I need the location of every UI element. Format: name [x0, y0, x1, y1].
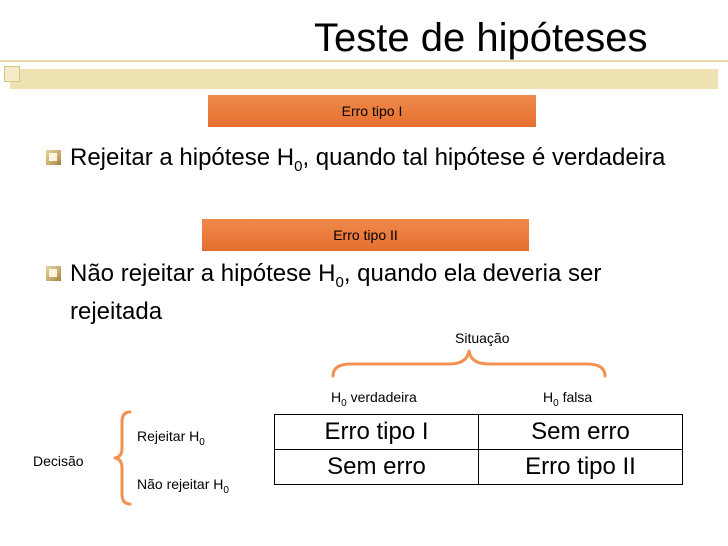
slide-title: Teste de hipóteses [314, 16, 648, 60]
decision-table [274, 414, 683, 485]
situation-label: Situação [455, 330, 510, 346]
row-label-rejeitar: Rejeitar $H_0$ [137, 428, 205, 448]
corner-square-decoration [4, 66, 20, 82]
vertical-brace-icon [112, 410, 132, 506]
table-cell: Erro tipo II [479, 450, 683, 485]
decision-label: Decisão [33, 453, 84, 469]
bullet-1-text: Rejeitar a hipótese $H_0$, quando tal hipótese é verdadeira [70, 144, 666, 175]
bullet-square-icon [46, 266, 61, 281]
horizontal-brace-icon [331, 348, 607, 378]
bullet-1 [46, 143, 686, 181]
row-label-nao-rejeitar: Não rejeitar $H_0$ [137, 476, 229, 496]
table-row [275, 450, 683, 485]
tag-erro-tipo-1: Erro tipo I [208, 95, 536, 127]
table-cell: Erro tipo I [275, 415, 479, 450]
table-cell: Sem erro [275, 450, 479, 485]
bullet-2 [46, 259, 686, 326]
bullet-2-text: Não rejeitar a hipótese $H_0$, quando ela deveria ser rejeitada [70, 260, 602, 325]
bullet-square-icon [46, 150, 61, 165]
column-header-h0-falsa: $H_0$ falsa [543, 389, 593, 409]
title-accent-bar [10, 69, 718, 89]
table-row [275, 415, 683, 450]
column-header-h0-verdadeira: $H_0$ verdadeira [331, 389, 417, 409]
tag-erro-tipo-2: Erro tipo II [202, 219, 529, 251]
table-cell: Sem erro [479, 415, 683, 450]
